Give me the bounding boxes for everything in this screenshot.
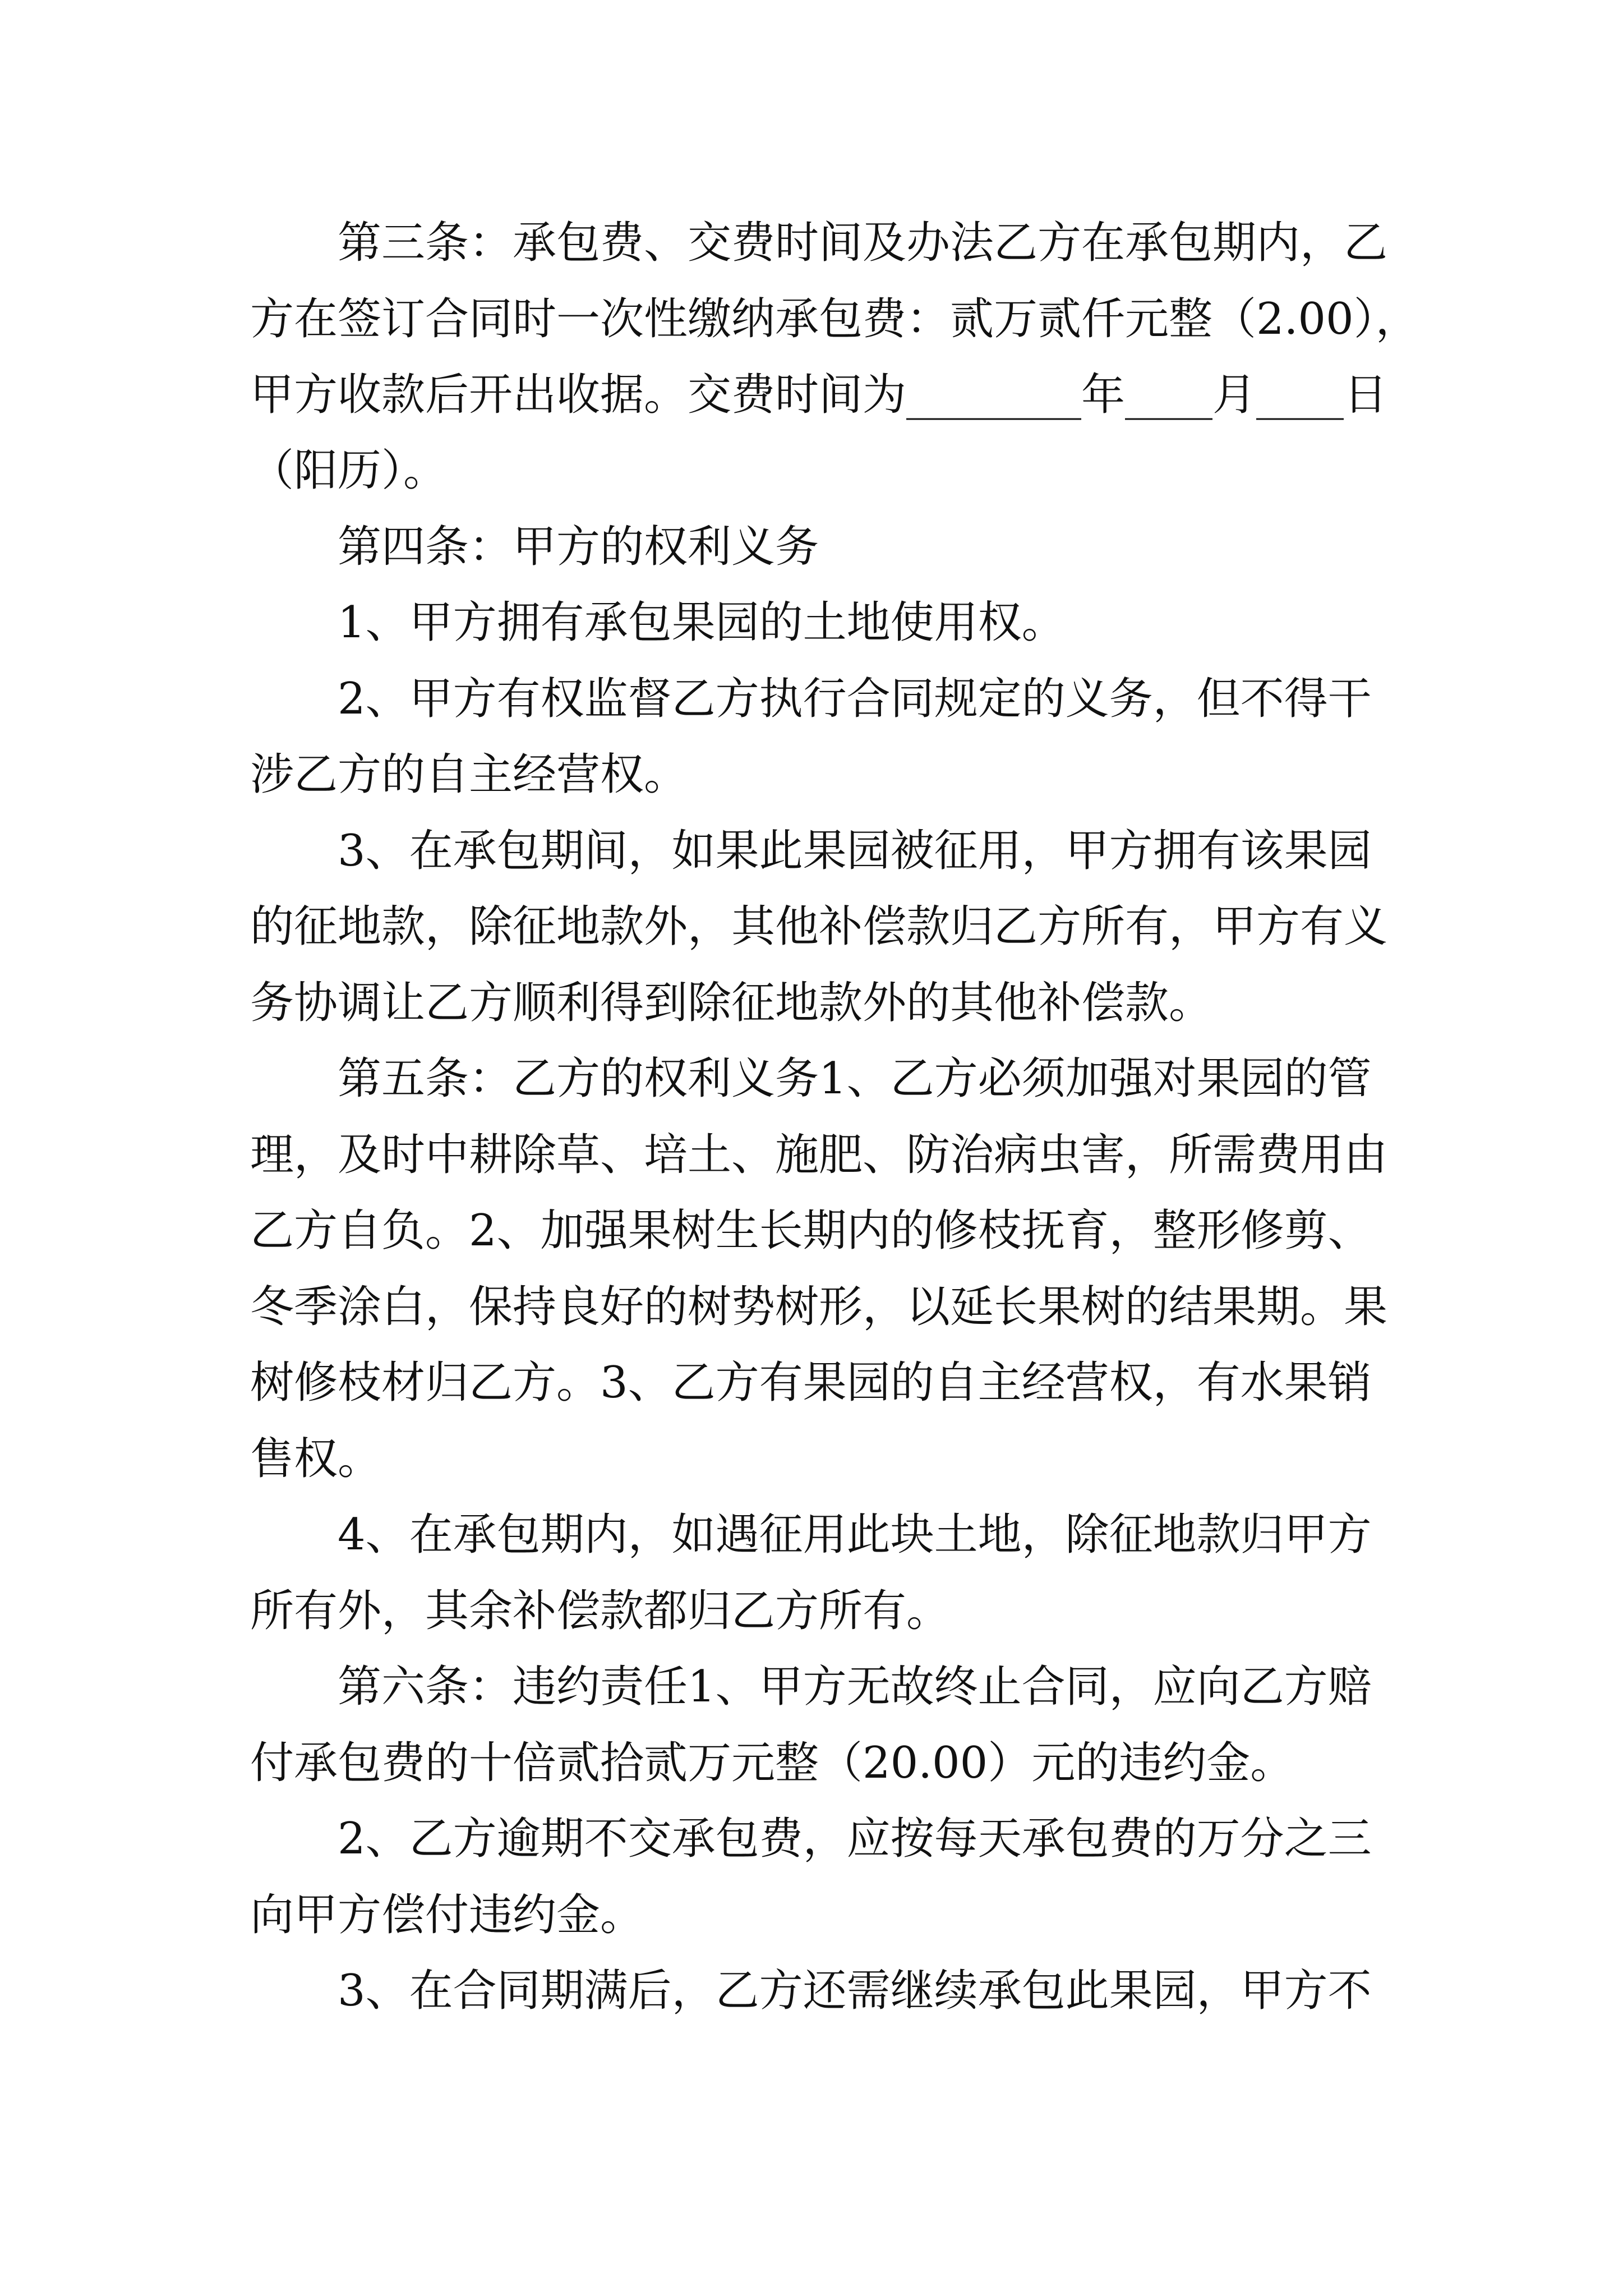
text-line: （阳历）。 (250, 445, 448, 496)
text-line: 所有外，其余补偿款都归乙方所有。 (250, 1586, 951, 1636)
text-line: 1、甲方拥有承包果园的土地使用权。 (250, 597, 1066, 648)
text-line: 涉乙方的自主经营权。 (250, 749, 688, 800)
text-line: 乙方自负。2、加强果树生长期内的修枝抚育，整形修剪、 (250, 1205, 1372, 1256)
text-line: 2、乙方逾期不交承包费，应按每天承包费的万分之三 (250, 1814, 1372, 1864)
text-line: 第六条：违约责任1、甲方无故终止合同，应向乙方赔 (250, 1662, 1372, 1712)
text-line: 第五条：乙方的权利义务1、乙方必须加强对果园的管 (250, 1053, 1372, 1104)
text-line: 的征地款，除征地款外，其他补偿款归乙方所有，甲方有义 (250, 901, 1388, 952)
text-line: 方在签订合同时一次性缴纳承包费：贰万贰仟元整（2.00）， (250, 294, 1419, 344)
text-line: 树修枝材归乙方。3、乙方有果园的自主经营权，有水果销 (250, 1358, 1372, 1408)
text-line: 务协调让乙方顺利得到除征地款外的其他补偿款。 (250, 978, 1213, 1028)
text-line: 第三条：承包费、交费时间及办法乙方在承包期内，乙 (250, 218, 1388, 268)
text-line: 冬季涂白，保持良好的树势树形，以延长果树的结果期。果 (250, 1282, 1388, 1332)
text-line: 3、在承包期间，如果此果园被征用，甲方拥有该果园 (250, 826, 1372, 876)
text-line: 付承包费的十倍贰拾贰万元整（20.00）元的违约金。 (250, 1738, 1294, 1788)
text-line: 2、甲方有权监督乙方执行合同规定的义务，但不得干 (250, 674, 1372, 724)
text-line: 理，及时中耕除草、培土、施肥、防治病虫害，所需费用由 (250, 1130, 1388, 1180)
text-line: 售权。 (250, 1434, 382, 1484)
text-line: 甲方收款后开出收据。交费时间为________年____月____日 (250, 370, 1388, 420)
text-line: 第四条：甲方的权利义务 (250, 522, 819, 572)
text-line: 3、在合同期满后，乙方还需继续承包此果园，甲方不 (250, 1966, 1372, 2016)
text-line: 4、在承包期内，如遇征用此块土地，除征地款归甲方 (250, 1510, 1372, 1560)
text-line: 向甲方偿付违约金。 (250, 1890, 644, 1940)
